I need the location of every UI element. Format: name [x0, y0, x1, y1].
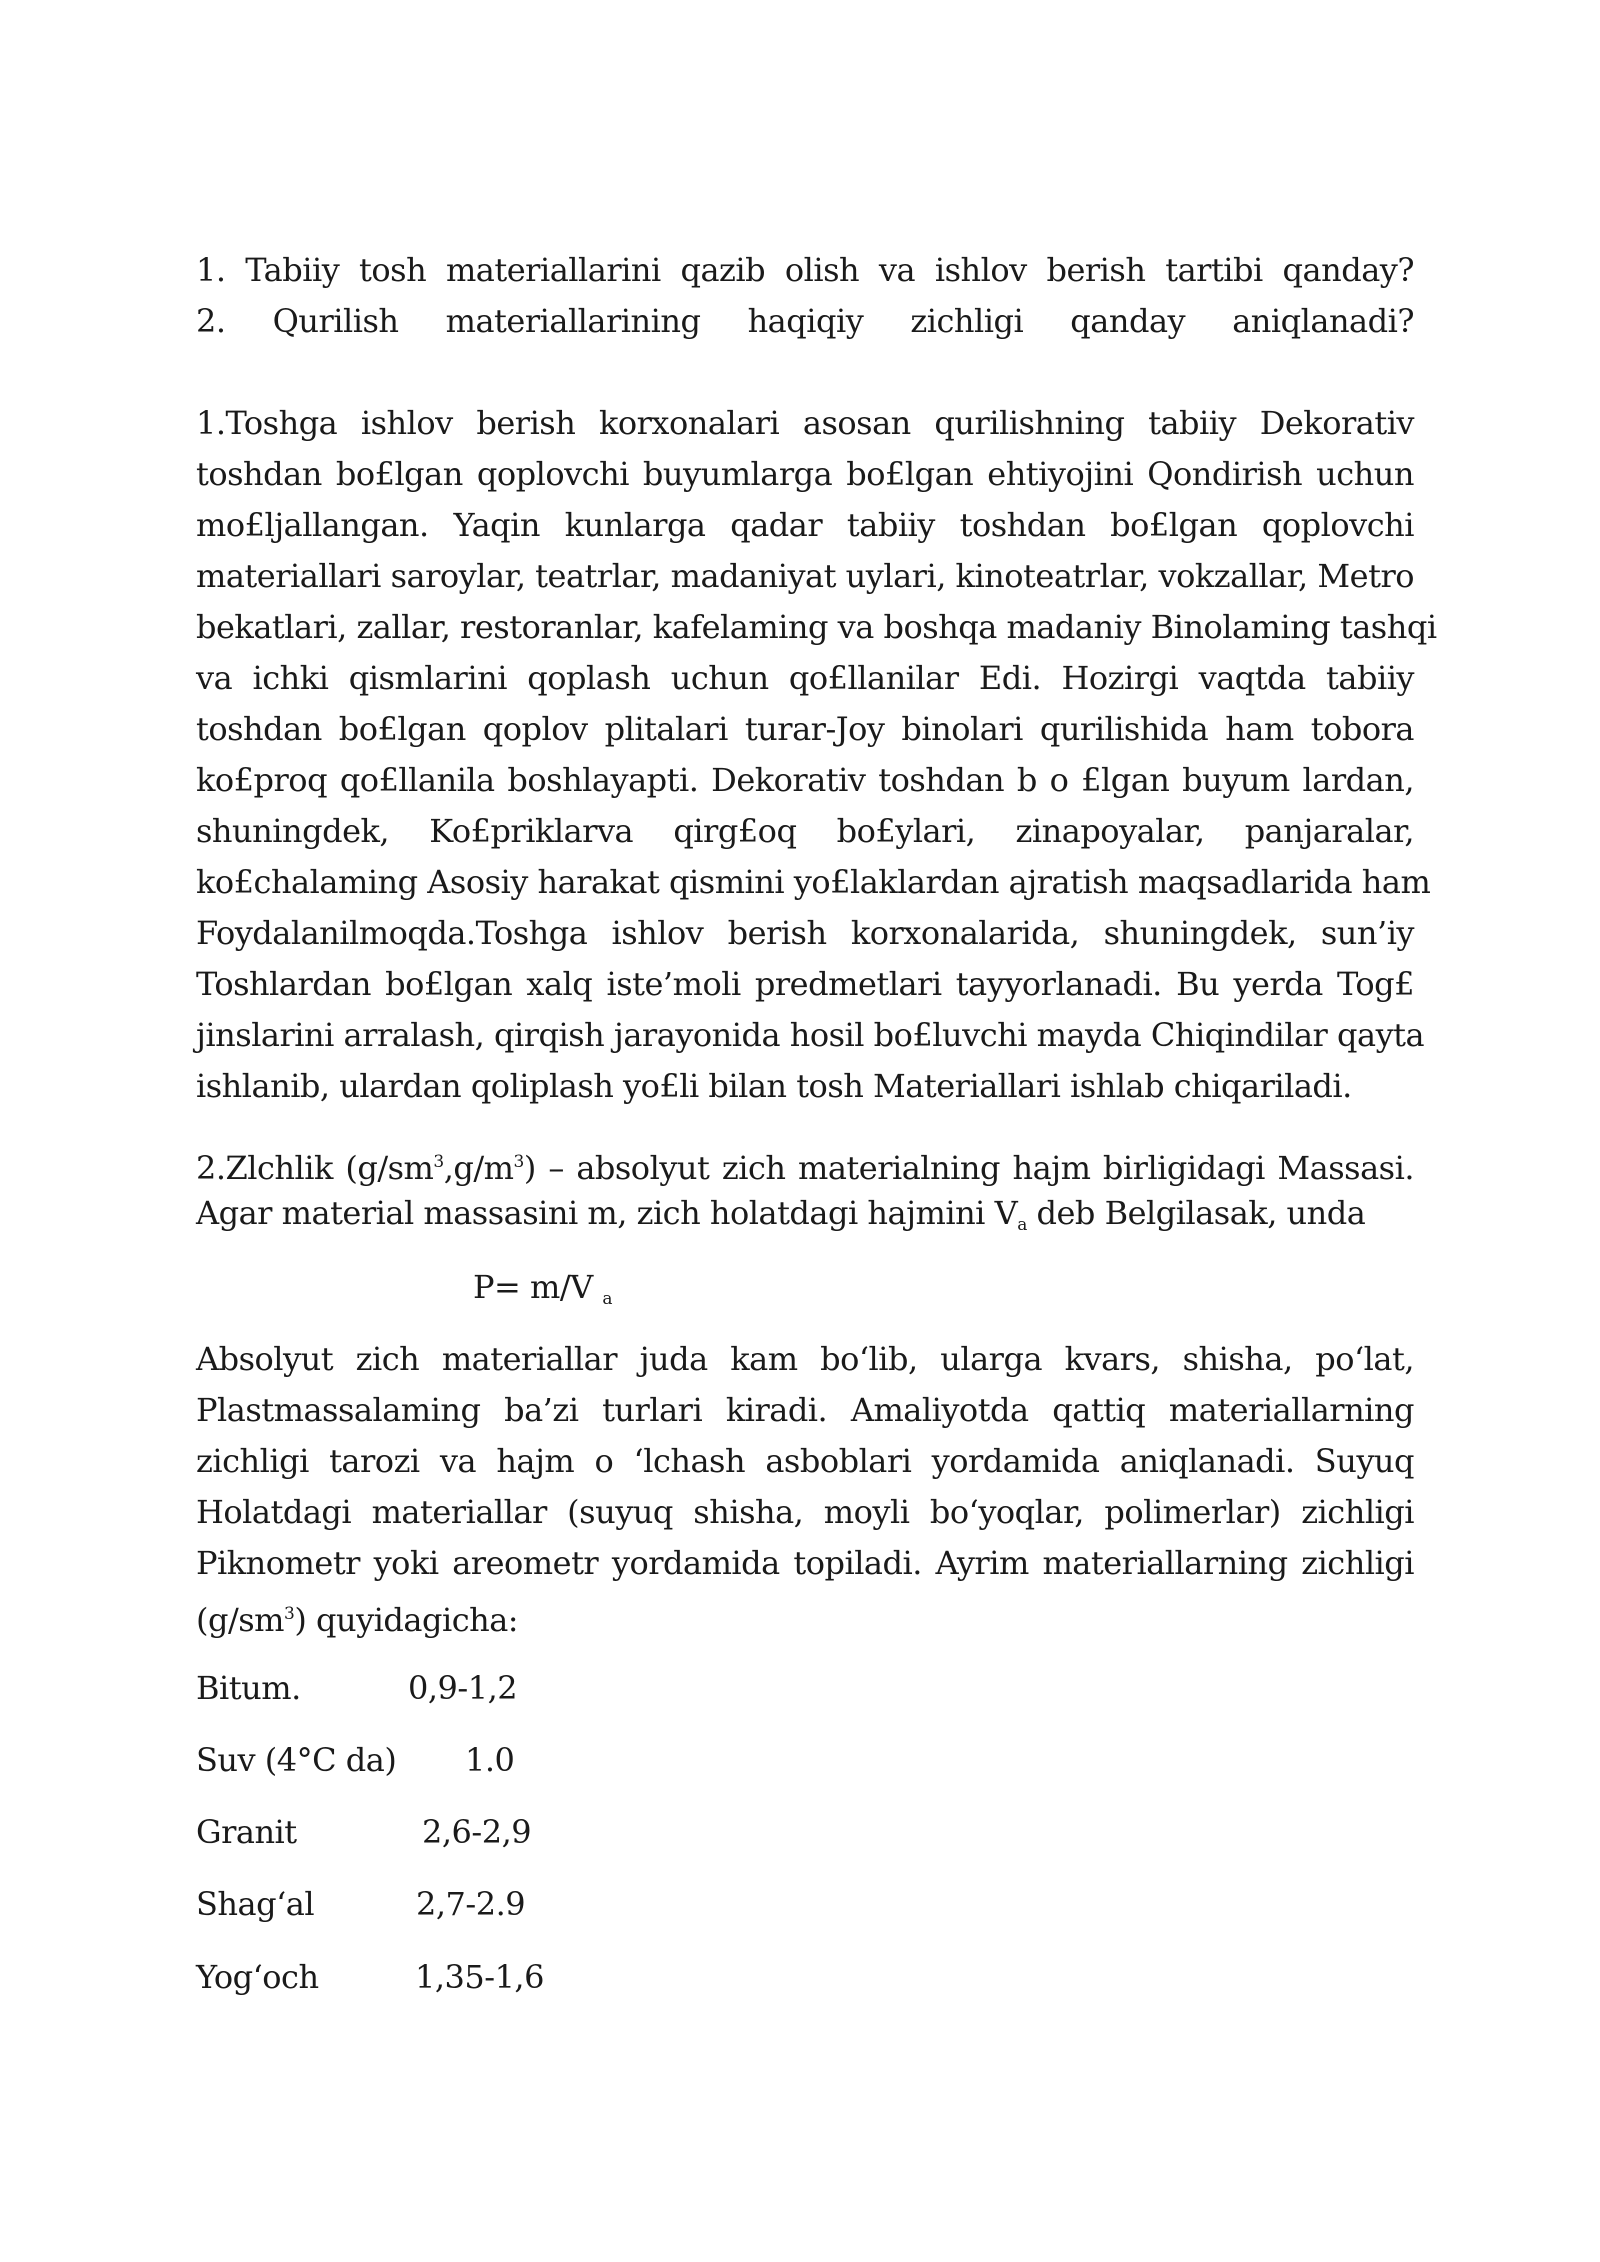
question-2: 2. Qurilish materiallarining haqiqiy zichligi qanday aniqlanadi?: [196, 302, 1414, 340]
material-name: Shag‘al: [196, 1885, 315, 1923]
answer-1-line: bekatlari, zallar, restoranlar, kafelaming va boshqa madaniy Binolaming tashqi: [196, 608, 1437, 646]
answer-1-line: ko£proq qo£llanila boshlayapti. Dekorativ toshdan b o £lgan buyum lardan,: [196, 761, 1414, 799]
density-value: 1,35-1,6: [415, 1958, 544, 1996]
questions-list: [196, 245, 1414, 347]
material-name: Bitum.: [196, 1669, 301, 1707]
answer-1-line: va ichki qismlarini qoplash uchun qo£llanilar Edi. Hozirgi vaqtda tabiiy: [196, 659, 1414, 697]
density-value: 1.0: [465, 1741, 515, 1779]
density-value: 2,6-2,9: [422, 1813, 532, 1851]
material-name: Suv (4°C da): [196, 1741, 397, 1779]
paragraph-3-line: zichligi tarozi va hajm o ‘lchash asboblari yordamida aniqlanadi. Suyuq: [196, 1442, 1414, 1480]
paragraph-3-line: $(g/sm^3)$ quyidagicha:: [196, 1601, 519, 1639]
paragraph-3-line: Plastmassalaming ba’zi turlari kiradi. Amaliyotda qattiq materiallarning: [196, 1391, 1414, 1429]
density-value: 0,9-1,2: [408, 1669, 518, 1707]
answer-1-line: shuningdek, Ko£priklarva qirg£oq bo£ylari, zinapoyalar, panjaralar,: [196, 812, 1414, 850]
answer-1-line: materiallari saroylar, teatrlar, madaniyat uylari, kinoteatrlar, vokzallar, Metro: [196, 557, 1414, 595]
material-name: Granit: [196, 1813, 297, 1851]
answer-1-line: 1.Toshga ishlov berish korxonalari asosan qurilishning tabiiy Dekorativ: [196, 404, 1414, 442]
paragraph-3-line: Absolyut zich materiallar juda kam bo‘lib, ularga kvars, shisha, po‘lat,: [196, 1340, 1414, 1378]
answer-1-line: toshdan bo£lgan qoplov plitalari turar-Joy binolari qurilishida ham tobora: [196, 710, 1414, 748]
material-name: Yog‘och: [196, 1958, 319, 1996]
question-1: 1. Tabiiy tosh materiallarini qazib olish va ishlov berish tartibi qanday?: [196, 251, 1414, 289]
density-formula: P= m/V $_a$: [473, 1268, 613, 1309]
paragraph-3-line: Holatdagi materiallar (suyuq shisha, moyli bo‘yoqlar, polimerlar) zichligi: [196, 1493, 1414, 1531]
answer-1-line: ishlanib, ulardan qoliplash yo£li bilan tosh Materiallari ishlab chiqariladi.: [196, 1067, 1352, 1105]
answer-2-line: Agar material massasini m, zich holatdagi hajmini $V_a$ deb Belgilasak, unda: [196, 1194, 1366, 1235]
paragraph-3: [196, 1334, 1414, 1640]
answer-1-line: mo£ljallangan. Yaqin kunlarga qadar tabiiy toshdan bo£lgan qoplovchi: [196, 506, 1414, 544]
answer-1-line: jinslarini arralash, qirqish jarayonida hosil bo£luvchi mayda Chiqindilar qayta: [196, 1016, 1425, 1054]
density-value: 2,7-2.9: [416, 1885, 526, 1923]
answer-1-paragraph: [196, 398, 1437, 1112]
answer-2-line: 2.Zlchlik $(g/sm^3,g/m^3)$ – absolyut zich materialning hajm birligidagi Massasi.: [196, 1149, 1415, 1187]
answer-1-line: ko£chalaming Asosiy harakat qismini yo£laklardan ajratish maqsadlarida ham: [196, 863, 1431, 901]
answer-1-line: toshdan bo£lgan qoplovchi buyumlarga bo£lgan ehtiyojini Qondirish uchun: [196, 455, 1414, 493]
answer-1-line: Foydalanilmoqda.Toshga ishlov berish korxonalarida, shuningdek, sun’iy: [196, 914, 1414, 952]
answer-1-line: Toshlardan bo£lgan xalq iste’moli predmetlari tayyorlanadi. Bu yerda Tog£: [196, 965, 1414, 1003]
answer-2-paragraph: [196, 1137, 1414, 1239]
paragraph-3-line: Piknometr yoki areometr yordamida topiladi. Ayrim materiallarning zichligi: [196, 1544, 1414, 1582]
